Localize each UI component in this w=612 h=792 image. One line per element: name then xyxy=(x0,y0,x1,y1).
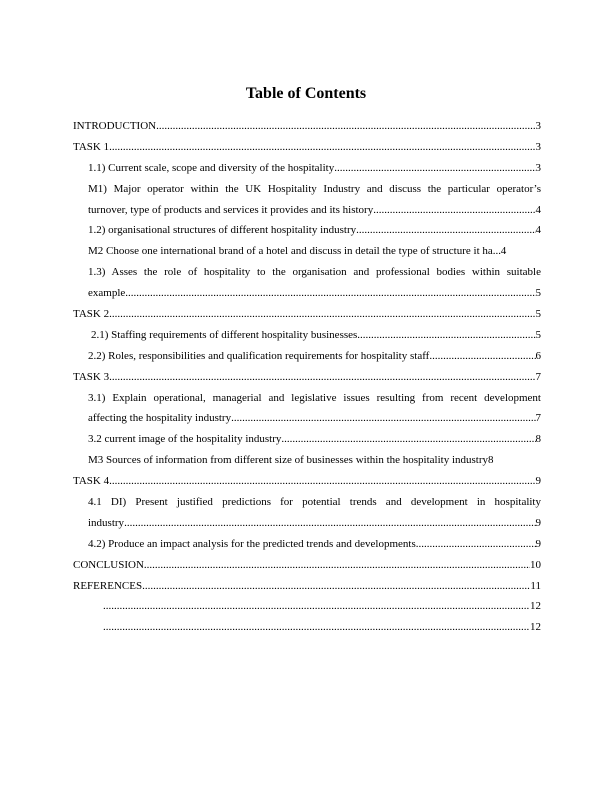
toc-entry-1-1[interactable]: 1.1) Current scale, scope and diversity of the hospitality ..... 3 xyxy=(88,158,541,179)
toc-entry-blank-1[interactable] xyxy=(103,596,541,617)
page-number: 6 xyxy=(535,349,541,362)
page-number: 12 xyxy=(530,600,541,613)
toc-entry-conclusion[interactable]: CONCLUSION ..... 10 xyxy=(73,555,541,576)
toc-entry-m1-line2[interactable]: turnover, type of products and services it provides and its history ..... 4 xyxy=(88,200,541,221)
page-number: 5 xyxy=(535,287,541,300)
page-number: 7 xyxy=(535,412,541,425)
page-number: 10 xyxy=(530,558,541,571)
toc-title: Table of Contents xyxy=(245,85,367,102)
page-number: 5 xyxy=(535,308,541,321)
page-number: 9 xyxy=(535,537,541,550)
page-number: 3 xyxy=(535,161,541,174)
toc-entry-task2[interactable]: TASK 2 ..... 5 xyxy=(73,304,541,325)
page-number: 8 xyxy=(488,454,494,467)
toc-entry-references[interactable]: REFERENCES ..... 11 xyxy=(73,576,541,597)
toc-entry-task4[interactable]: TASK 4 ..... 9 xyxy=(73,471,541,492)
toc-entry-m2[interactable]: M2 Choose one international brand of a hotel and discuss in detail the type of structure it ha ..... 4 xyxy=(88,241,541,262)
page-number: 9 xyxy=(535,475,541,488)
toc-entry-blank-2[interactable] xyxy=(103,617,541,638)
toc-entry-task1[interactable]: TASK 1 ..... 3 xyxy=(73,137,541,158)
page-number: 8 xyxy=(535,433,541,446)
toc-entry-introduction[interactable]: INTRODUCTION ..... 3 xyxy=(73,116,541,137)
toc-entry-4-2[interactable]: 4.2) Produce an impact analysis for the predicted trends and developments ..... 9 xyxy=(88,534,541,555)
page-number: 11 xyxy=(530,579,541,592)
page-number: 3 xyxy=(535,140,541,153)
toc-entry-1-2[interactable]: 1.2) organisational structures of different hospitality industry ..... 4 xyxy=(88,220,541,241)
toc-entry-3-1-line2[interactable]: affecting the hospitality industry ..... 7 xyxy=(88,408,541,429)
page-number: 9 xyxy=(535,516,541,529)
page-number: 7 xyxy=(535,370,541,383)
page-number: 5 xyxy=(535,328,541,341)
toc-entry-2-1[interactable]: 2.1) Staffing requirements of different hospitality businesses ..... 5 xyxy=(91,325,541,346)
toc-entry-task3[interactable]: TASK 3 ..... 7 xyxy=(73,367,541,388)
page-number: 4 xyxy=(535,203,541,216)
toc-entry-4-1-line2[interactable]: industry ..... 9 xyxy=(88,513,541,534)
page-number: 12 xyxy=(530,621,541,634)
toc-entry-2-2[interactable]: 2.2) Roles, responsibilities and qualification requirements for hospitality staff ..... 6 xyxy=(88,346,541,367)
table-of-contents xyxy=(73,116,541,638)
page-number: 4 xyxy=(535,224,541,237)
toc-entry-3-2[interactable]: 3.2 current image of the hospitality industry ..... 8 xyxy=(88,429,541,450)
toc-entry-4-1-line1[interactable]: 4.1 DI) Present justified predictions for potential trends and development in hospitality xyxy=(88,496,541,509)
toc-entry-m1-line1[interactable]: M1) Major operator within the UK Hospitality Industry and discuss the particular operator’s xyxy=(88,182,541,195)
toc-entry-1-3-line2[interactable]: example ..... 5 xyxy=(88,283,541,304)
page-number: 4 xyxy=(500,245,507,258)
toc-entry-1-3-line1[interactable]: 1.3) Asses the role of hospitality to the organisation and professional bodies within suitable xyxy=(88,266,541,279)
page-number: 3 xyxy=(535,120,541,132)
toc-entry-m3[interactable]: M3 Sources of information from different size of businesses within the hospitality industry 8 xyxy=(88,450,541,471)
toc-entry-3-1-line1[interactable]: 3.1) Explain operational, managerial and legislative issues resulting from recent development xyxy=(88,391,541,404)
